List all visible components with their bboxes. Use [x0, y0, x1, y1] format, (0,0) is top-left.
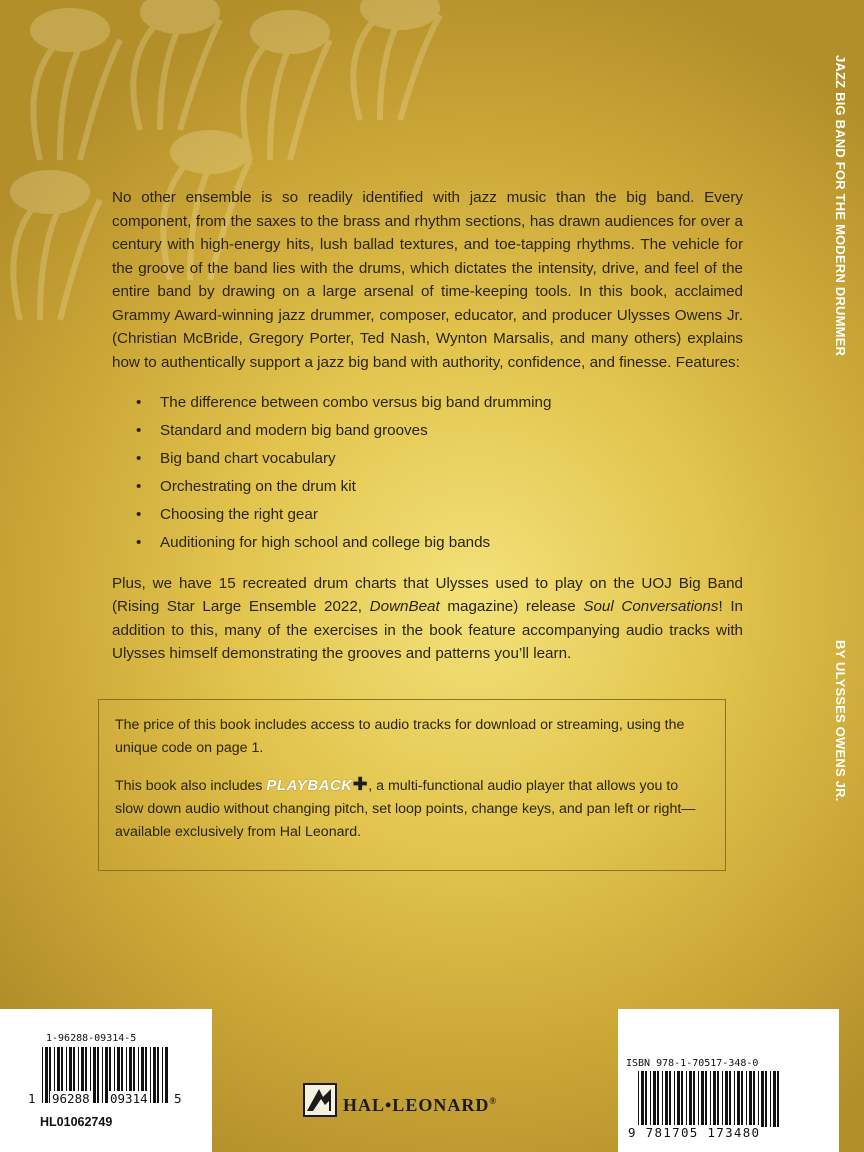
barcode-bar: [653, 1071, 656, 1127]
barcode-bar: [701, 1071, 704, 1127]
barcode-bar: [749, 1071, 752, 1127]
barcode-bar: [677, 1071, 680, 1127]
hal-leonard-mark-icon: [303, 1083, 337, 1117]
barcode-bar: [93, 1047, 96, 1103]
barcode-bar: [770, 1071, 771, 1127]
barcode-bar: [638, 1071, 639, 1127]
bullet-icon: •: [136, 394, 142, 411]
upc-group-1: 96288: [52, 1091, 90, 1106]
barcode-bar: [641, 1071, 644, 1127]
playback-plus-logo: PLAYBACK✚: [266, 774, 369, 794]
barcode-bar: [674, 1071, 675, 1127]
bullet-icon: •: [136, 450, 142, 467]
barcode-bar: [710, 1071, 711, 1127]
product-code: HL01062749: [40, 1115, 113, 1129]
barcode-bar: [746, 1071, 747, 1127]
barcode-bar: [42, 1047, 43, 1103]
bullet-icon: •: [136, 506, 142, 523]
barcode-bar: [650, 1071, 651, 1127]
back-cover-description: [112, 186, 743, 683]
barcode-bar: [153, 1047, 156, 1103]
barcode-bar: [686, 1071, 687, 1127]
feature-item: • Big band chart vocabulary: [112, 447, 743, 471]
barcode-bar: [102, 1047, 103, 1103]
barcode-bar: [645, 1071, 647, 1127]
barcode-bar: [758, 1071, 759, 1127]
barcode-bar: [765, 1071, 767, 1127]
album-name: Soul Conversations: [583, 598, 719, 615]
feature-item: • The difference between combo versus big band drumming: [112, 391, 743, 415]
barcode-bar: [681, 1071, 683, 1127]
barcode-bar: [737, 1071, 740, 1127]
barcode-bar: [725, 1071, 728, 1127]
audio-access-box: [98, 699, 726, 871]
intro-paragraph: No other ensemble is so readily identified with jazz music than the big band. Every component, from the saxes to the brass and rhythm sections, has drawn audiences for over a century with high-energy hits, lush ballad textures, and toe-tapping rhythms. The vehicle for the groove of the band lies with the drums, which dictates the intensity, drive, and feel of the entire band by drawing on a large arsenal of time-keeping tools. In this book, acclaimed Grammy Award-winning jazz drummer, composer, educator, and producer Ulysses Owens Jr. (Christian McBride, Gregory Porter, Ted Nash, Wynton Marsalis, and many others) explains how to authentically support a jazz big band with authority, confidence, and finesse. Features:: [112, 189, 743, 371]
spine-title: JAZZ BIG BAND FOR THE MODERN DRUMMER: [833, 55, 848, 357]
barcode-bar: [753, 1071, 755, 1127]
registered-mark: ®: [489, 1096, 498, 1106]
spine-author: BY ULYSSES OWENS JR.: [833, 640, 848, 802]
upc-group-2: 09314: [110, 1091, 148, 1106]
feature-item: • Standard and modern big band grooves: [112, 419, 743, 443]
magazine-name: DownBeat: [369, 598, 440, 615]
upc-barcode-panel: [0, 1009, 212, 1152]
barcode-bar: [165, 1047, 168, 1103]
isbn-barcode-panel: [618, 1009, 839, 1152]
barcode-bar: [729, 1071, 731, 1127]
barcode-bar: [777, 1071, 779, 1127]
features-list: [112, 391, 743, 555]
barcode-bar: [150, 1047, 151, 1103]
isbn-barcode: [638, 1071, 784, 1127]
feature-item: • Choosing the right gear: [112, 503, 743, 527]
upc-top-number: 1-96288-09314-5: [46, 1033, 137, 1044]
barcode-bar: [162, 1047, 163, 1103]
barcode-bar: [705, 1071, 707, 1127]
publisher-name: HAL•LEONARD: [343, 1095, 490, 1115]
barcode-bar: [689, 1071, 692, 1127]
isbn-number: ISBN 978-1-70517-348-0: [626, 1058, 759, 1069]
upc-check-digit: 5: [174, 1091, 182, 1106]
isbn-digits: 9 781705 173480: [628, 1125, 761, 1140]
barcode-bar: [713, 1071, 716, 1127]
barcode-bar: [657, 1071, 659, 1127]
barcode-bar: [773, 1071, 776, 1127]
bullet-icon: •: [136, 534, 142, 551]
barcode-bar: [734, 1071, 735, 1127]
feature-item: • Auditioning for high school and college big bands: [112, 531, 743, 555]
barcode-bar: [717, 1071, 719, 1127]
barcode-bar: [665, 1071, 668, 1127]
barcode-bar: [761, 1071, 764, 1127]
bullet-icon: •: [136, 478, 142, 495]
hal-leonard-logo: [303, 1083, 563, 1123]
barcode-bar: [669, 1071, 671, 1127]
feature-item: • Orchestrating on the drum kit: [112, 475, 743, 499]
playback-text: This book also includes PLAYBACK✚, a multi-functional audio player that allows you to slow down audio without changing pitch, set loop points, change keys, and pan left or right—available exclusively from Hal Leonard.: [115, 774, 696, 840]
barcode-bar: [741, 1071, 743, 1127]
barcode-bar: [45, 1047, 48, 1103]
barcode-bar: [693, 1071, 695, 1127]
bullet-icon: •: [136, 422, 142, 439]
barcode-bar: [662, 1071, 663, 1127]
barcode-bar: [97, 1047, 99, 1103]
plus-icon: ✚: [352, 774, 369, 794]
plus-paragraph: Plus, we have 15 recreated drum charts that Ulysses used to play on the UOJ Big Band (Rising Star Large Ensemble 2022, DownBeat magazine) release Soul Conversations! In addition to this, many of the exercises in the book feature accompanying audio tracks with Ulysses himself demonstrating the grooves and patterns you’ll learn.: [112, 574, 743, 662]
barcode-bar: [722, 1071, 723, 1127]
upc-lead-digit: 1: [28, 1091, 36, 1106]
barcode-bar: [157, 1047, 159, 1103]
audio-access-text: The price of this book includes access to audio tracks for download or streaming, using the unique code on page 1.: [115, 717, 685, 756]
barcode-bar: [698, 1071, 699, 1127]
